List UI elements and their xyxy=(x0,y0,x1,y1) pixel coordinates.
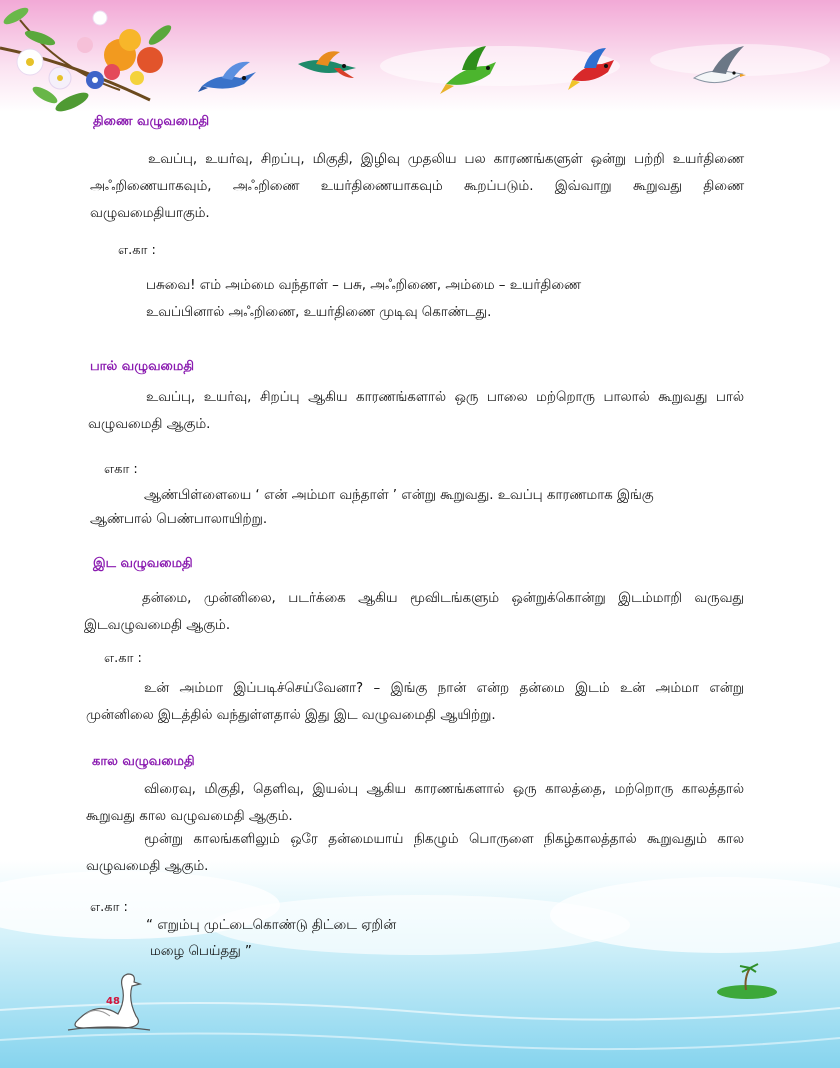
section-heading: பால் வழுவமைதி xyxy=(90,359,194,374)
example-label: எ.கா : xyxy=(118,243,156,258)
section-heading: இட வழுவமைதி xyxy=(93,556,193,571)
bird-icon xyxy=(296,48,358,84)
section-heading: கால வழுவமைதி xyxy=(92,754,195,769)
section-paragraph: உவப்பு, உயர்வு, சிறப்பு, மிகுதி, இழிவு முதலிய பல காரணங்களுள் ஒன்று பற்றி உயர்திணை அஃறிணையாகவும், அஃறிணை உயர்திணையாகவும் கூறப்படும். இவ்வாறு கூறுவது திணை வழுவமைதியாகும். xyxy=(90,152,744,221)
example-line: “ எறும்பு முட்டைகொண்டு திட்டை ஏறின் xyxy=(146,918,397,933)
island-icon xyxy=(712,960,782,1000)
example-line: உவப்பினால் அஃறிணை, உயர்திணை முடிவு கொண்டது. xyxy=(146,305,492,320)
parrot-icon xyxy=(440,44,500,96)
example-label: எ.கா : xyxy=(90,900,128,915)
section-paragraph: விரைவு, மிகுதி, தெளிவு, இயல்பு ஆகிய காரணங்களால் ஒரு காலத்தை, மற்றொரு காலத்தால் கூறுவது கால வழுவமைதி ஆகும். xyxy=(86,782,744,824)
example-line: ஆண்பிள்ளையை ‘ என் அம்மா வந்தாள் ’ என்று கூறுவது. உவப்பு காரணமாக இங்கு xyxy=(144,488,654,503)
flower-branch-icon xyxy=(0,0,200,125)
section-heading: திணை வழுவமைதி xyxy=(93,114,210,129)
example-paragraph: உன் அம்மா இப்படிச்செய்வேனா? – இங்கு நான் என்ற தன்மை இடம் உன் அம்மா என்று முன்னிலை இடத்தில் வந்துள்ளதால் இது இட வழுவமைதி ஆயிற்று. xyxy=(86,681,744,723)
seagull-icon xyxy=(690,44,748,92)
example-line: ஆண்பால் பெண்பாலாயிற்று. xyxy=(90,512,268,527)
page-number: 48 xyxy=(106,996,120,1007)
section-paragraph: தன்மை, முன்னிலை, படர்க்கை ஆகிய மூவிடங்களும் ஒன்றுக்கொன்று இடம்மாறி வருவது இடவழுவமைதி ஆகும். xyxy=(84,591,744,633)
section-paragraph: மூன்று காலங்களிலும் ஒரே தன்மையாய் நிகழும் பொருளை நிகழ்காலத்தால் கூறுவதும் கால வழுவமைதி ஆகும். xyxy=(86,832,744,874)
example-label: எ.கா : xyxy=(104,651,142,666)
example-label: எகா : xyxy=(104,462,138,477)
section-paragraph: உவப்பு, உயர்வு, சிறப்பு ஆகிய காரணங்களால் ஒரு பாலை மற்றொரு பாலால் கூறுவது பால் வழுவமைதி ஆகும். xyxy=(88,390,744,432)
example-line: பசுவை! எம் அம்மை வந்தாள் – பசு, அஃறிணை, அம்மை – உயர்திணை xyxy=(146,278,582,293)
example-line: மழை பெய்தது ” xyxy=(150,944,252,959)
bird-icon xyxy=(198,58,260,98)
parrot-icon xyxy=(566,46,618,92)
